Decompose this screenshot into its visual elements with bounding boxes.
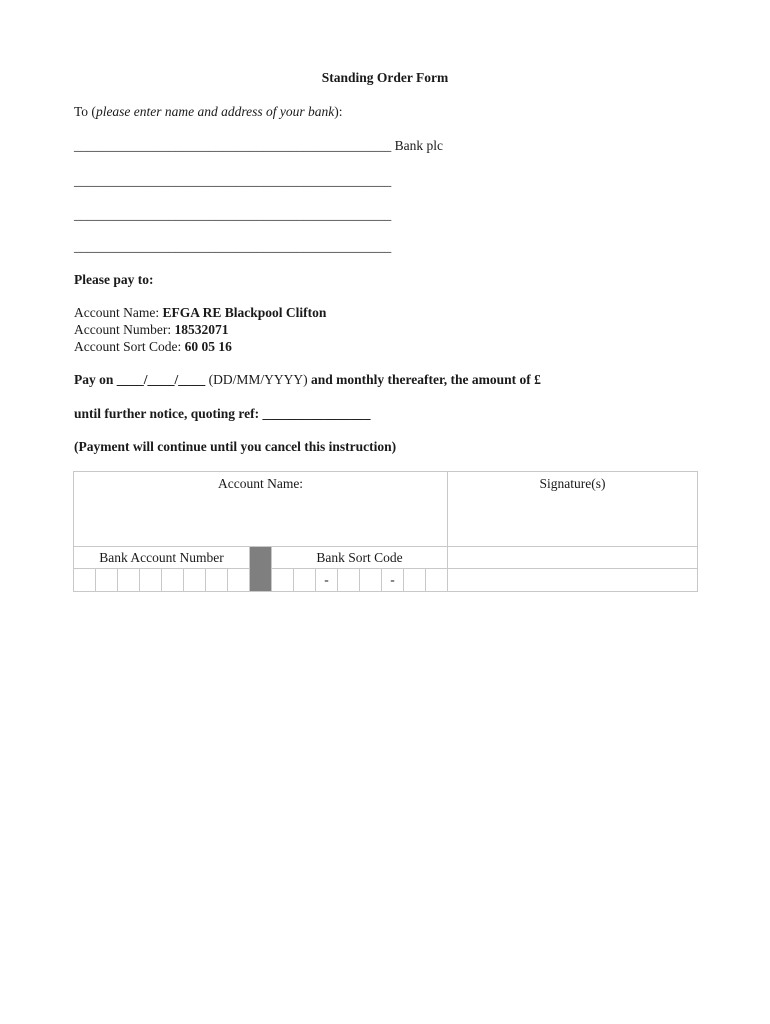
payment-note: (Payment will continue until you cancel this instruction) [74, 439, 397, 454]
sort-code-digit-6[interactable] [426, 569, 448, 592]
account-number-digit-1[interactable] [74, 569, 96, 592]
pay-on-line [74, 371, 541, 388]
sort-code-digit-5[interactable] [404, 569, 426, 592]
form-title: Standing Order Form [321, 70, 449, 85]
pay-on-date-field[interactable]: Pay on ____/____/____ [74, 372, 209, 387]
bank-address-line-3[interactable]: _______________________________________________ [74, 239, 392, 254]
payee-account-name [74, 304, 326, 321]
signature-cell[interactable] [448, 472, 698, 547]
account-name-cell-label: Account Name: [217, 476, 304, 491]
signature-blank-cell-2 [448, 569, 698, 592]
monthly-amount-text: and monthly thereafter, the amount of £ [307, 372, 541, 387]
account-signature-table [73, 471, 698, 592]
payee-sort-code [74, 338, 232, 355]
to-prefix: To ( [74, 104, 96, 119]
payee-account-name-value: EFGA RE Blackpool Clifton [162, 305, 327, 320]
account-number-digit-7[interactable] [206, 569, 228, 592]
payee-account-number-label: Account Number: [74, 322, 175, 337]
payee-sort-code-value: 60 05 16 [184, 339, 232, 354]
please-pay-heading: Please pay to: [74, 272, 154, 287]
account-number-digit-5[interactable] [162, 569, 184, 592]
sort-code-separator-1: - [316, 569, 338, 592]
sort-code-digit-1[interactable] [272, 569, 294, 592]
sort-code-digit-3[interactable] [338, 569, 360, 592]
payee-sort-code-label: Account Sort Code: [74, 339, 185, 354]
account-number-digit-3[interactable] [118, 569, 140, 592]
bank-account-number-header: Bank Account Number [74, 547, 250, 569]
signature-label: Signature(s) [539, 476, 606, 491]
payee-account-name-label: Account Name: [74, 305, 163, 320]
sort-code-separator-2: - [382, 569, 404, 592]
separator-shaded-cell [250, 547, 272, 592]
account-number-digit-4[interactable] [140, 569, 162, 592]
bank-sort-code-header: Bank Sort Code [272, 547, 448, 569]
account-number-digit-2[interactable] [96, 569, 118, 592]
account-number-digit-6[interactable] [184, 569, 206, 592]
account-number-digit-8[interactable] [228, 569, 250, 592]
payee-account-number [74, 321, 228, 338]
sort-code-digit-4[interactable] [360, 569, 382, 592]
reference-line[interactable]: until further notice, quoting ref: ________________ [74, 406, 371, 421]
to-instruction: please enter name and address of your bank [95, 104, 335, 119]
payee-account-number-value: 18532071 [174, 322, 229, 337]
to-suffix: ): [334, 104, 343, 119]
account-name-cell[interactable] [74, 472, 448, 547]
signature-blank-cell [448, 547, 698, 569]
date-format-hint: (DD/MM/YYYY) [208, 372, 308, 387]
bank-address-line-2[interactable]: _______________________________________________ [74, 207, 392, 222]
bank-address-line-1[interactable]: _______________________________________________ [74, 173, 392, 188]
sort-code-digit-2[interactable] [294, 569, 316, 592]
bank-name-line[interactable]: _______________________________________________ Bank plc [74, 138, 443, 153]
bank-address-instruction [74, 103, 343, 120]
